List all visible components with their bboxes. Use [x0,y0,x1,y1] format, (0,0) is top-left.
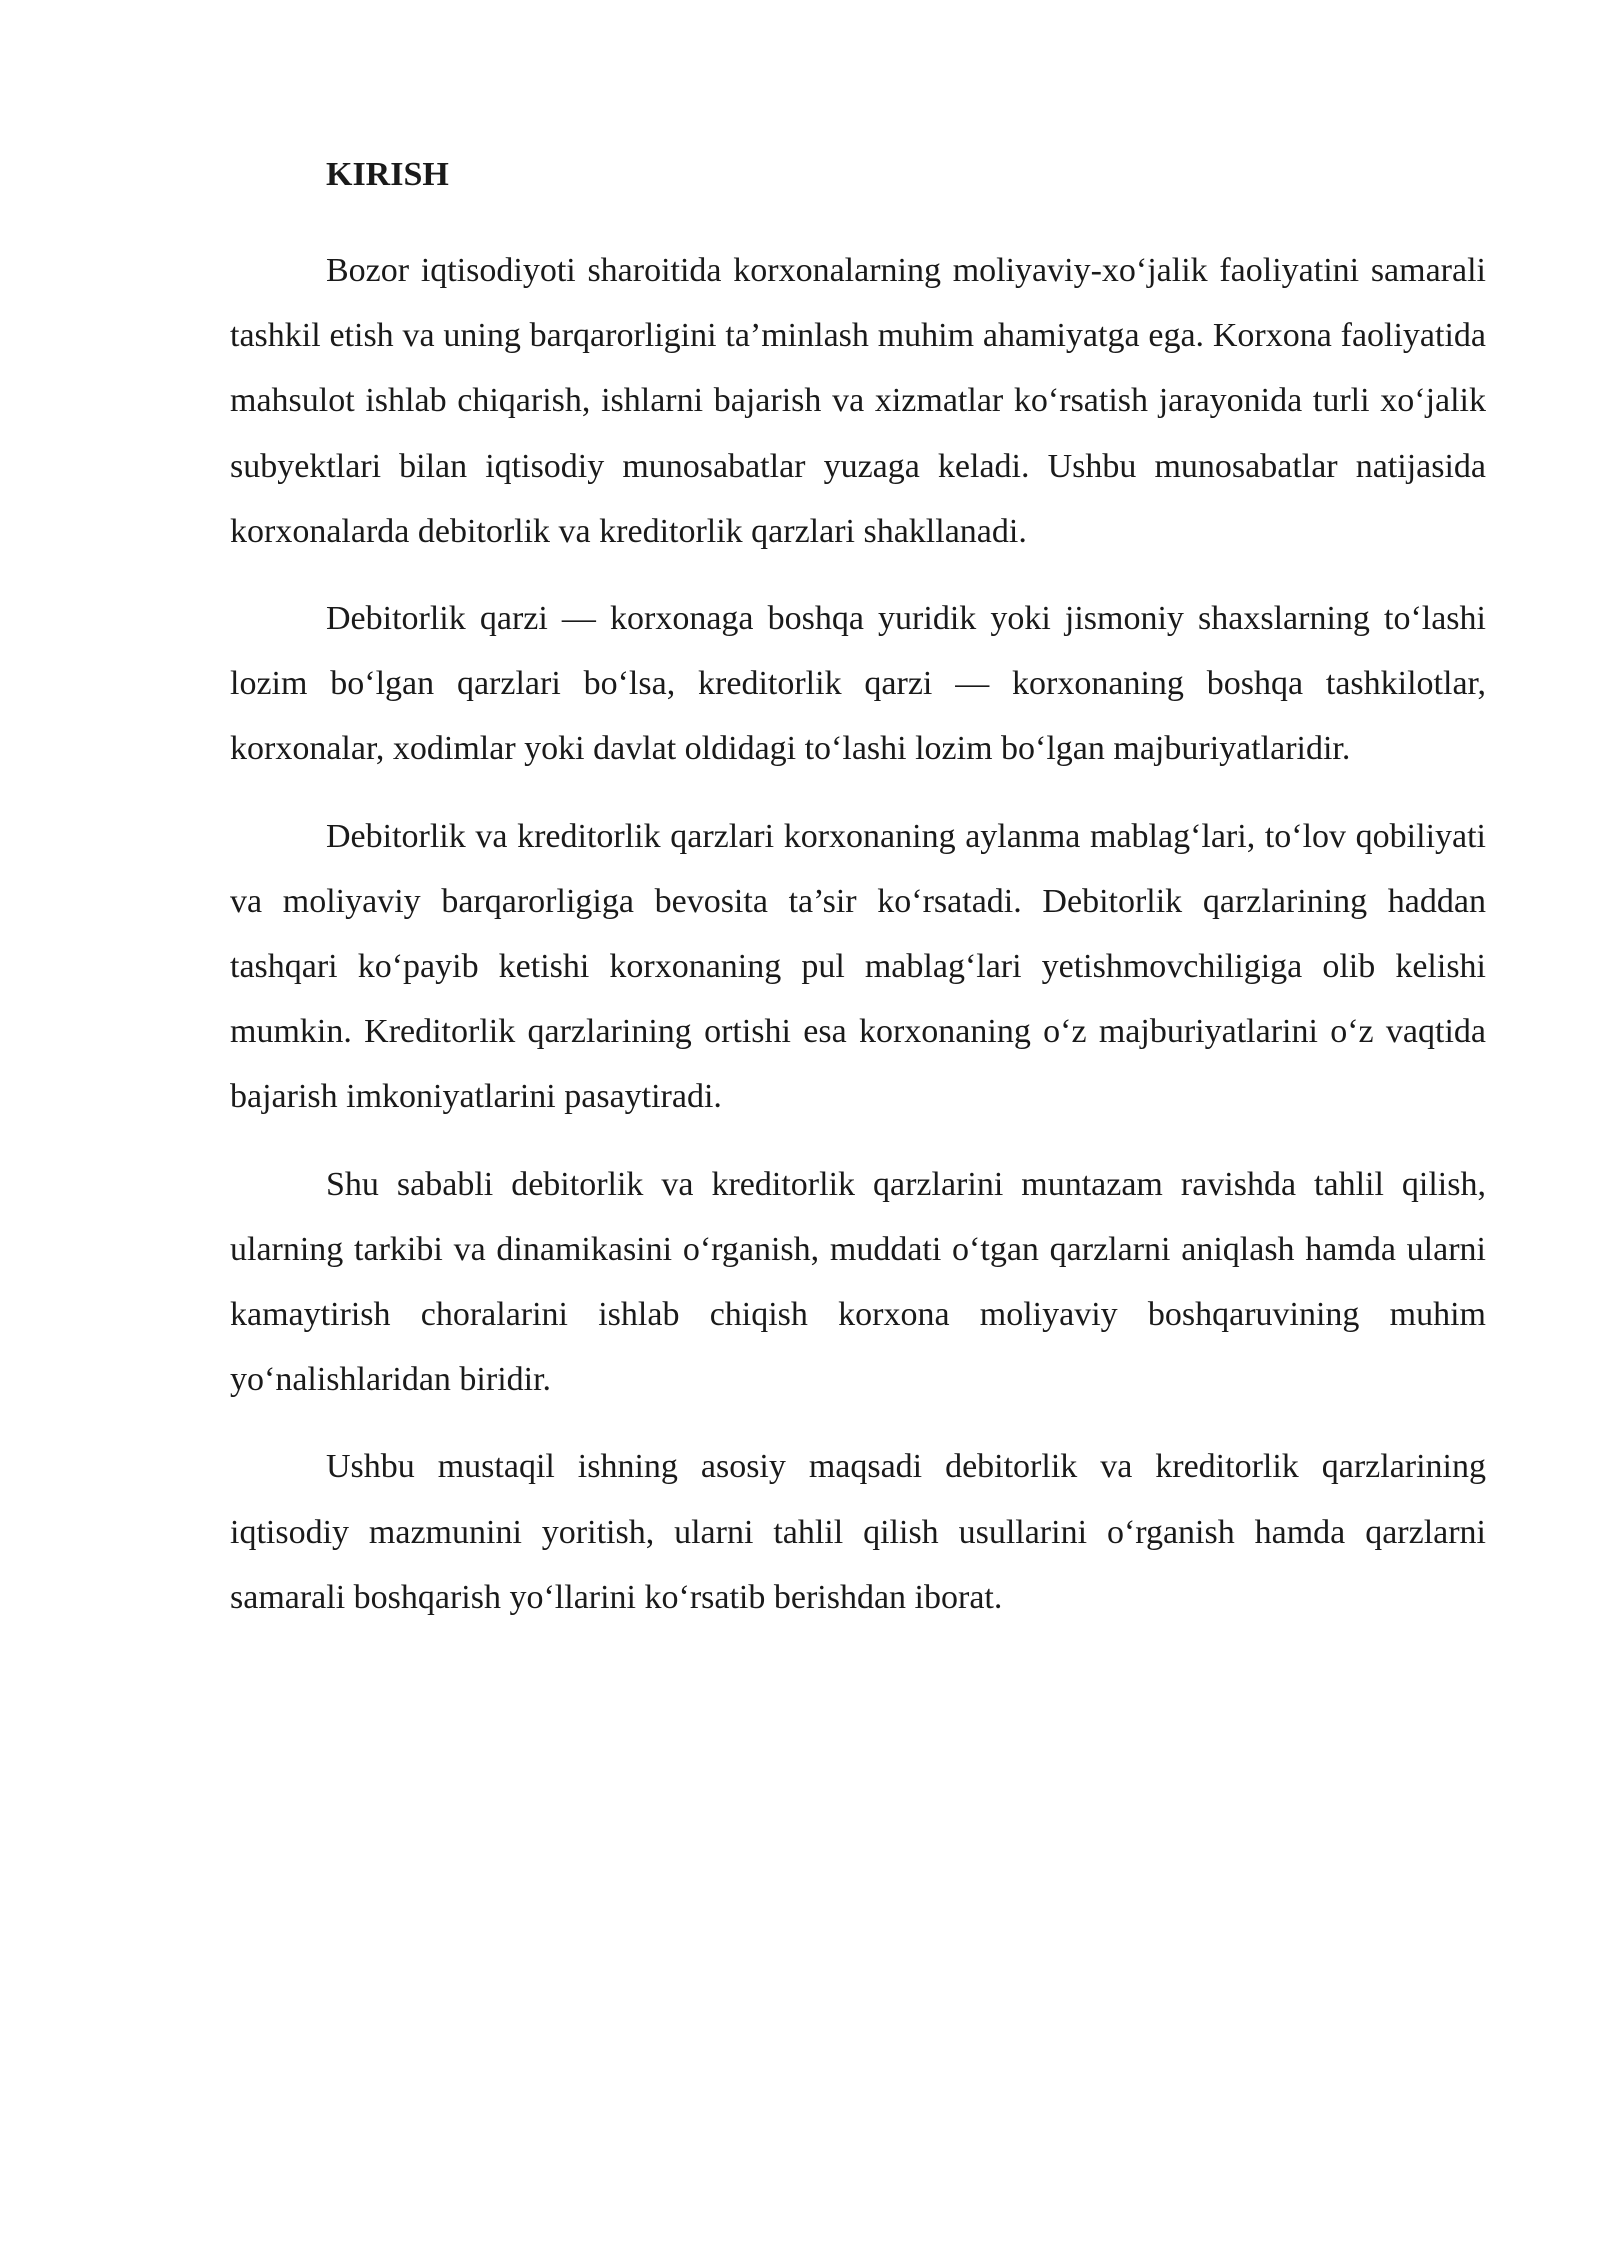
paragraph-intro: Bozor iqtisodiyoti sharoitida korxonalarning moliyaviy-xo‘jalik faoliyatini samarali tashkil etish va uning barqarorligini ta’minlash muhim ahamiyatga ega. Korxona faoliyatida mahsulot ishlab chiqarish, ishlarni bajarish va xizmatlar ko‘rsatish jarayonida turli xo‘jalik subyektlari bilan iqtisodiy munosabatlar yuzaga keladi. Ushbu munosabatlar natijasida korxonalarda debitorlik va kreditorlik qarzlari shakllanadi. [230,252,1486,550]
paragraph-goal: Ushbu mustaqil ishning asosiy maqsadi debitorlik va kreditorlik qarzlarining iqtisodiy mazmunini yoritish, ularni tahlil qilish usullarini o‘rganish hamda qarzlarni samarali boshqarish yo‘llarini ko‘rsatib berishdan iborat. [230,1448,1486,1616]
paragraph-analysis: Shu sababli debitorlik va kreditorlik qarzlarini muntazam ravishda tahlil qilish, ularning tarkibi va dinamikasini o‘rganish, muddati o‘tgan qarzlarni aniqlash hamda ularni kamaytirish choralarini ishlab chiqish korxona moliyaviy boshqaruvining muhim yo‘nalishlaridan biridir. [230,1165,1486,1399]
paragraph-definitions: Debitorlik qarzi — korxonaga boshqa yuridik yoki jismoniy shaxslarning to‘lashi lozim bo‘lgan qarzlari bo‘lsa, kreditorlik qarzi — korxonaning boshqa tashkilotlar, korxonalar, xodimlar yoki davlat oldidagi to‘lashi lozim bo‘lgan majburiyatlaridir. [230,600,1486,768]
section-heading: KIRISH [326,156,449,193]
document-page [230,150,1486,1652]
paragraph-impact: Debitorlik va kreditorlik qarzlari korxonaning aylanma mablag‘lari, to‘lov qobiliyati va moliyaviy barqarorligiga bevosita ta’sir ko‘rsatadi. Debitorlik qarzlarining haddan tashqari ko‘payib ketishi korxonaning pul mablag‘lari yetishmovchiligiga olib kelishi mumkin. Kreditorlik qarzlarining ortishi esa korxonaning o‘z majburiyatlarini o‘z vaqtida bajarish imkoniyatlarini pasaytiradi. [230,817,1486,1116]
